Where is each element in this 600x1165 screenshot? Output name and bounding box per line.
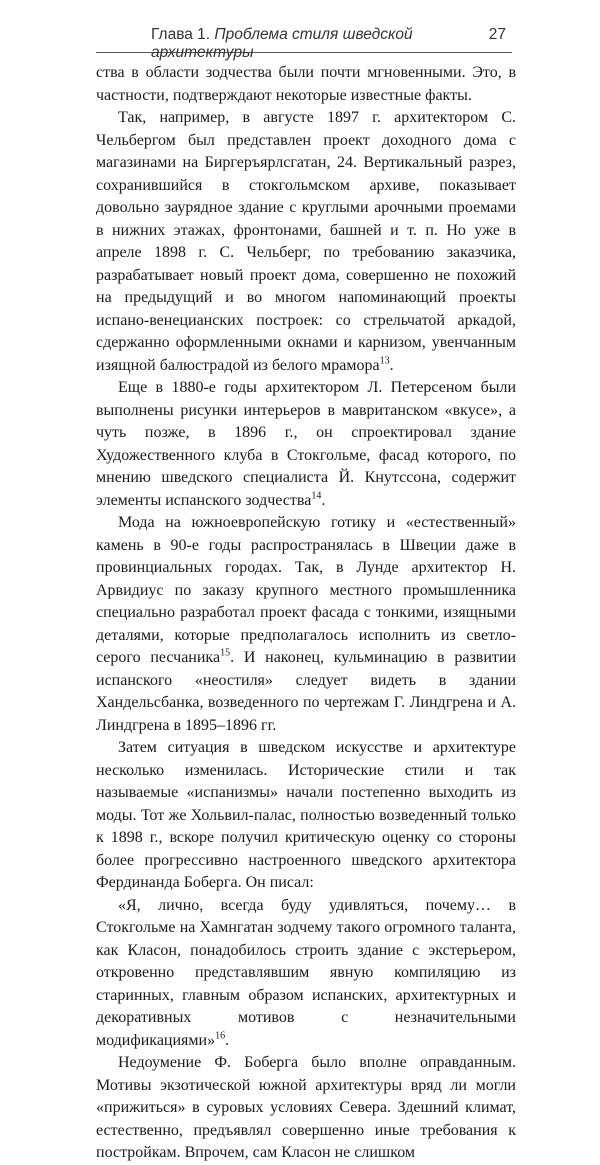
paragraph-text: Мода на южноевропейскую готику и «естественный» камень в 90-е годы распространялась в Швеции даже в провинциальных городах. Так, в Лунде архитектор Н. Арвидиус по заказу крупного местного промышленника специально разработал проект фасада с тонкими, изящными деталями, которые предполагалось исполнить из светло-серого песчаника [96,514,516,666]
quote-paragraph: «Я, лично, всегда буду удивляться, почему… в Стокгольме на Хамнгатан зодчему такого огромного таланта, как Класон, понадобилось строить здание с экстерьером, откровенно представлявшим явную компиляцию из старинных, главным образом испанских, архитектурных и декоративных мотивов с незначительными модификациями»$^{16}$. [96,896,516,1049]
paragraph-text: Так, например, в августе 1897 г. архитектором С. Чельбергом был представлен проект доходного дома с магазинами на Биргеръярлсгатан, 24. Вертикальный разрез, сохранившийся в стокгольмском архиве, показывает довольно заурядное здание с круглыми арочными проемами в нижних этажах, фронтонами, башней и т. п. Но уже в апреле 1898 г. С. Чельберг, по требованию заказчика, разрабатывает новый проект дома, совершенно не похожий на предыдущий и во многом напоминающий проекты испано-венецианских построек: со стрельчатой аркадой, сдержанно оформленными окнами и карнизом, увенчанным изящной балюстрадой из белого мрамора [96,109,516,374]
paragraph-text: Затем ситуация в шведском искусстве и архитектуре несколько изменилась. Исторические стили и так называемые «испанизмы» начали постепенно выходить из моды. Тот же Хольвил-палас, полностью возведенный только к 1898 г., вскоре получил критическую оценку со стороны более прогрессивно настроенного шведского архитектора Фердинанда Боберга. Он писал: [96,739,516,891]
paragraph: Так, например, в августе 1897 г. архитектором С. Чельбергом был представлен проект доходного дома с магазинами на Биргеръярлсгатан, 24. Вертикальный разрез, сохранившийся в стокгольмском архиве, показывает довольно заурядное здание с круглыми арочными проемами в нижних этажах, фронтонами, башней и т. п. Но уже в апреле 1898 г. С. Чельберг, по требованию заказчика, разрабатывает новый проект дома, совершенно не похожий на предыдущий и во многом напоминающий проекты испано-венецианских построек: со стрельчатой аркадой, сдержанно оформленными окнами и карнизом, увенчанным изящной балюстрадой из белого мрамора$^{13}$. [96,109,516,374]
chapter-label: Глава 1. [151,26,211,43]
paragraph-text: «Я, лично, всегда буду удивляться, почему… в Стокгольме на Хамнгатан зодчему такого огромного таланта, как Класон, понадобилось строить здание с экстерьером, откровенно представлявшим явную компиляцию из старинных, главным образом испанских, архитектурных и декоративных мотивов с незначительными модификациями» [96,896,516,1049]
footnote-ref[interactable]: 14 [311,490,322,502]
footnote-ref[interactable]: 16 [215,1030,226,1042]
footnote-ref[interactable]: 15 [220,647,231,659]
paragraph-text: ства в области зодчества были почти мгновенными. Это, в частности, подтверждают некоторые известные факты. [96,64,516,104]
paragraph-text: Еще в 1880-е годы архитектором Л. Петерсеном были выполнены рисунки интерьеров в мавританском «вкусе», а чуть позже, в 1896 г., он спроектировал здание Художественного клуба в Стокгольме, фасад которого, по мнению шведского специалиста Й. Кнутссона, содержит элементы испанского зодчества [96,379,516,509]
body-text [96,62,516,1165]
paragraph [96,737,516,895]
running-header [96,22,512,61]
paragraph [96,62,516,107]
paragraph [96,512,516,737]
paragraph: Еще в 1880-е годы архитектором Л. Петерсеном были выполнены рисунки интерьеров в мавританском «вкусе», а чуть позже, в 1896 г., он спроектировал здание Художественного клуба в Стокгольме, фасад которого, по мнению шведского специалиста Й. Кнутссона, содержит элементы испанского зодчества$^{14}$. [96,379,516,509]
footnote-ref[interactable]: 13 [379,355,390,367]
chapter-title: Проблема стиля шведской архитектуры [151,26,413,61]
paragraph-text-tail: . И наконец, кульминацию в развитии испанского «неостиля» следует видеть в здании Хандельсбанка, возведенного по чертежам Г. Линдгрена и А. Линдгрена в 1895–1896 гг. [96,649,517,734]
paragraph-text: Недоумение Ф. Боберга было вполне оправданным. Мотивы экзотической южной архитектуры вряд ли могли «прижиться» в суровых условиях Севера. Здешний климат, естественно, предъявлял совершенно иные требования к постройкам. Впрочем, сам Класон не слишком [96,1054,516,1161]
running-title [151,26,512,62]
paragraph [96,1052,516,1165]
page-number: 27 [488,26,506,43]
